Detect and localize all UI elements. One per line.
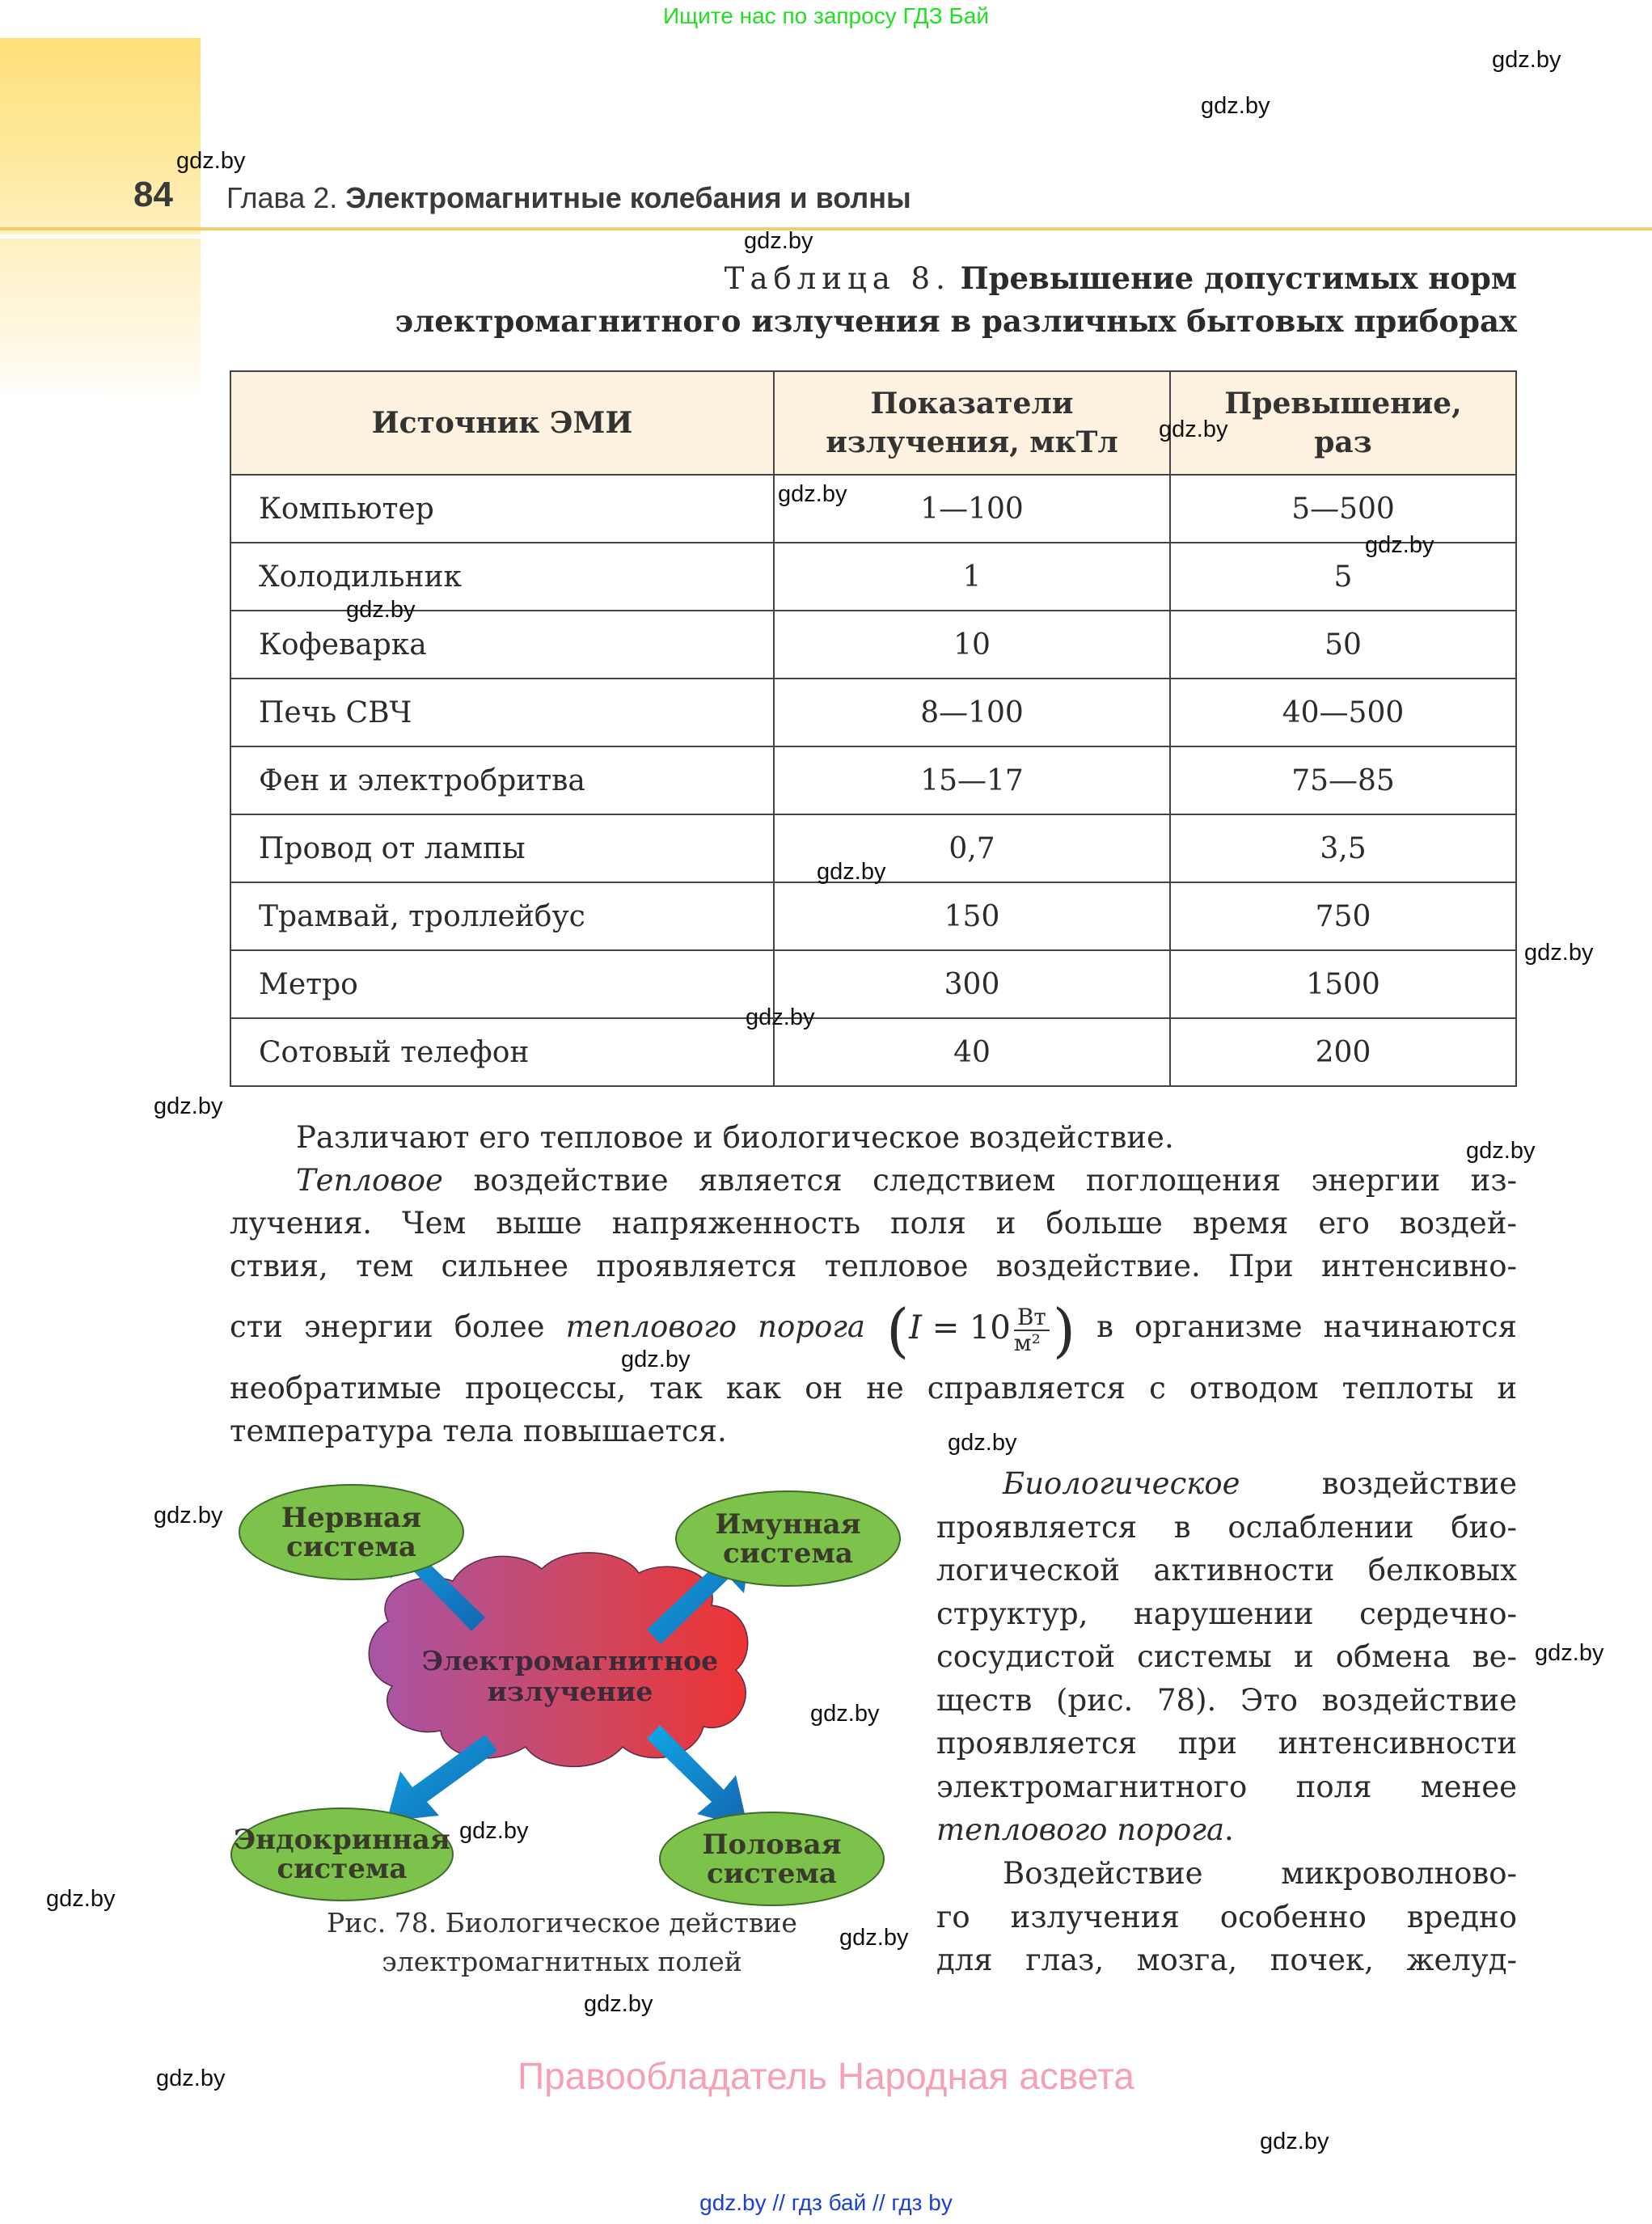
header-rule [0,227,1652,230]
watermark: gdz.by [46,1886,116,1912]
table-row [230,950,1516,1018]
chapter-prefix: Глава 2. [226,181,338,214]
cell-value: 8—100 [774,679,1170,746]
header-source: Источник ЭМИ [230,371,774,475]
watermark: gdz.by [810,1701,880,1727]
cell-source: Кофеварка [230,611,774,679]
watermark: gdz.by [839,1925,909,1951]
node-immune-system: Имунная система [675,1490,901,1587]
figure-caption: Рис. 78. Биологическое действие электромагнитных полей [327,1907,797,1977]
watermark: gdz.by [154,1503,223,1528]
watermark: gdz.by [1535,1640,1604,1666]
paragraph-biological: Биологическое воздействие проявляется в ослаблении био- логической активности белковых структур, нарушении сердечно- сосудистой системы и обмена ве- ществ (рис. 78). Это воздействие проявляется при интенсивности электромагнитного поля менее теплового порога. [936,1466,1517,1847]
watermark: gdz.by [1524,940,1594,966]
table-header-row [230,371,1516,475]
cell-source: Печь СВЧ [230,679,774,746]
chapter-title: Электромагнитные колебания и волны [345,181,911,214]
cell-excess: 75—85 [1170,746,1516,814]
watermark: gdz.by [459,1818,529,1844]
cell-source: Холодильник [230,543,774,611]
node-reproductive-system: Половая система [659,1812,885,1906]
table-label: Таблица 8. [724,261,951,296]
footer-links[interactable]: gdz.by // гдз бай // гдз by [699,2190,953,2215]
cell-excess: 50 [1170,611,1516,679]
page-number: 84 [133,175,173,214]
watermark: gdz.by [1365,532,1434,558]
table-row [230,543,1516,611]
search-hint-banner: Ищите нас по запросу ГДЗ Бай [662,3,990,28]
chapter-header [226,181,911,215]
cell-source: Сотовый телефон [230,1018,774,1086]
cell-excess: 40—500 [1170,679,1516,746]
cell-source: Метро [230,950,774,1018]
watermark: gdz.by [346,597,416,623]
watermark: gdz.by [1201,93,1270,119]
table-caption-title-2: электромагнитного излучения в различных бытовых приборах [395,303,1517,339]
watermark: gdz.by [1260,2129,1329,2154]
cell-excess: 200 [1170,1018,1516,1086]
watermark: gdz.by [948,1430,1017,1456]
table-caption-title-1: Превышение допустимых норм [960,260,1517,296]
cell-value: 300 [774,950,1170,1018]
cell-value: 40 [774,1018,1170,1086]
watermark: gdz.by [1466,1138,1536,1164]
copyright-owner: Правообладатель Народная асвета [518,2055,1134,2097]
node-nervous-system: Нервная система [239,1484,464,1580]
cell-value: 15—17 [774,746,1170,814]
watermark: gdz.by [746,1004,815,1030]
cell-excess: 5—500 [1170,475,1516,543]
paragraph-intro: Различают его тепловое и биологическое воздействие. [296,1120,1174,1155]
emi-table [230,370,1517,1087]
cell-excess: 1500 [1170,950,1516,1018]
cell-value: 0,7 [774,814,1170,882]
cell-excess: 3,5 [1170,814,1516,882]
table-row [230,475,1516,543]
cell-value: 10 [774,611,1170,679]
cell-source: Трамвай, троллейбус [230,882,774,950]
thermal-threshold-formula: (I = 10 $\frac{Вт}{\text{м²}}$ ) [886,1296,1075,1364]
cell-source: Компьютер [230,475,774,543]
node-endocrine-system: Эндокринная система [230,1808,454,1901]
table-row [230,611,1516,679]
arrow-to-endocrine-icon [387,1735,497,1821]
table-row [230,882,1516,950]
watermark: gdz.by [817,859,886,885]
table-row [230,746,1516,814]
table-caption-line2 [395,303,1517,339]
watermark: gdz.by [778,481,847,507]
paragraph-thermal: Тепловое воздействие является следствием поглощения энергии из- лучения. Чем выше напряженность поля и больше время его воздей- ствия, тем сильнее проявляется тепловое воздействие. При интенсивно- сти энергии более теплового порога (I = 10 $\frac{Вт}{\text{м²}}$ ) в организме начинаются необратимые процессы, так как он не справляется с отводом теплоты и температура тела повышается. [230,1163,1517,1448]
center-label: Электромагнитное излучение [421,1645,719,1707]
cell-source: Фен и электробритва [230,746,774,814]
watermark: gdz.by [156,2065,226,2091]
cell-value: 1—100 [774,475,1170,543]
watermark: gdz.by [176,148,246,174]
page-margin-decoration [0,239,201,400]
watermark: gdz.by [1492,47,1561,73]
table-row [230,679,1516,746]
watermark: gdz.by [621,1347,691,1372]
header-excess: Превышение, раз [1170,371,1516,475]
watermark: gdz.by [1159,416,1228,442]
cell-value: 150 [774,882,1170,950]
figure-78 [218,1468,922,1888]
watermark: gdz.by [744,228,813,254]
watermark: gdz.by [584,1991,653,2017]
header-value: Показатели излучения, мкТл [774,371,1170,475]
watermark: gdz.by [154,1093,223,1119]
cell-excess: 5 [1170,543,1516,611]
table-caption-line1 [725,260,1517,296]
cell-excess: 750 [1170,882,1516,950]
cell-value: 1 [774,543,1170,611]
paragraph-microwave: Воздействие микроволново- го излучения особенно вредно для глаз, мозга, почек, желуд- [936,1856,1517,1977]
table-row [230,1018,1516,1086]
cell-source: Провод от лампы [230,814,774,882]
